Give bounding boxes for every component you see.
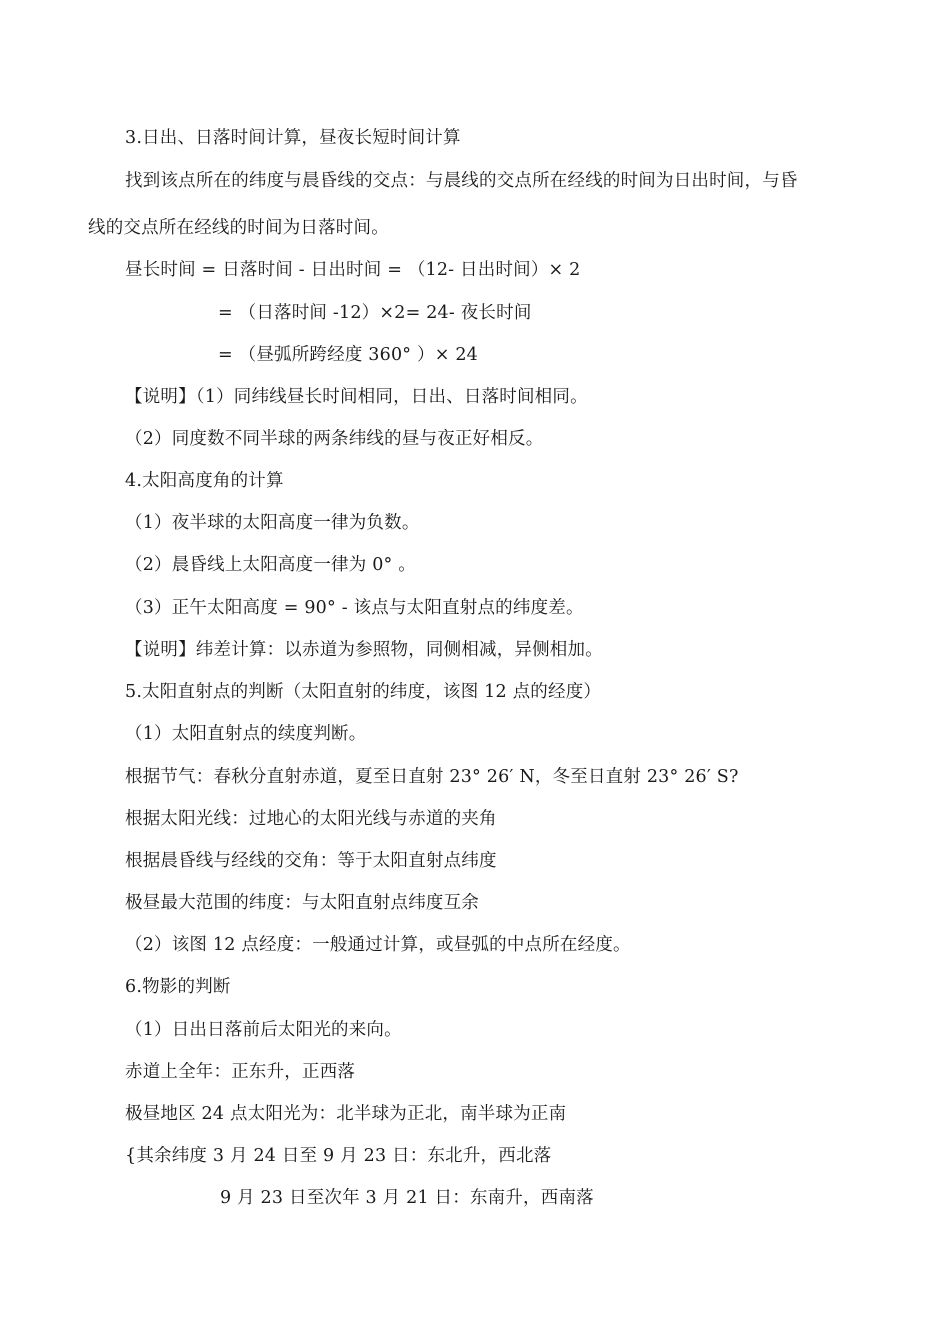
- list-item: （2）晨昏线上太阳高度一律为 0° 。: [125, 555, 416, 575]
- list-item: （1）日出日落前后太阳光的来向。: [125, 1020, 402, 1040]
- heading-solar-altitude: 4.太阳高度角的计算: [125, 471, 284, 491]
- list-item: （2）同度数不同半球的两条纬线的昼与夜正好相反。: [125, 429, 544, 449]
- paragraph-line: 线的交点所在经线的时间为日落时间。: [88, 218, 389, 238]
- paragraph-line: 9 月 23 日至次年 3 月 21 日：东南升，西南落: [220, 1188, 594, 1208]
- formula-line: = （日落时间 -12）×2= 24- 夜长时间: [218, 303, 532, 323]
- paragraph-line: 赤道上全年：正东升，正西落: [125, 1062, 356, 1082]
- paragraph-line: 极昼地区 24 点太阳光为：北半球为正北，南半球为正南: [125, 1104, 567, 1124]
- paragraph-line: 极昼最大范围的纬度：与太阳直射点纬度互余: [125, 893, 479, 913]
- paragraph-line: 根据节气：春秋分直射赤道，夏至日直射 23° 26′ N，冬至日直射 23° 26′ S?: [125, 767, 739, 787]
- formula-line: = （昼弧所跨经度 360° ）× 24: [218, 345, 478, 365]
- heading-shadow: 6.物影的判断: [125, 977, 231, 997]
- formula-line: 昼长时间 = 日落时间 - 日出时间 = （12- 日出时间）× 2: [125, 260, 581, 280]
- heading-direct-point: 5.太阳直射点的判断（太阳直射的纬度，该图 12 点的经度）: [125, 682, 602, 702]
- list-item: （1）太阳直射点的续度判断。: [125, 724, 367, 744]
- paragraph-line: 找到该点所在的纬度与晨昏线的交点：与晨线的交点所在经线的时间为日出时间，与昏: [125, 171, 798, 191]
- paragraph-line: {其余纬度 3 月 24 日至 9 月 23 日：东北升，西北落: [125, 1146, 552, 1166]
- list-item: （2）该图 12 点经度：一般通过计算，或昼弧的中点所在经度。: [125, 935, 631, 955]
- list-item: （1）夜半球的太阳高度一律为负数。: [125, 513, 420, 533]
- note-line: 【说明】（1）同纬线昼长时间相同，日出、日落时间相同。: [125, 387, 588, 407]
- paragraph-line: 根据晨昏线与经线的交角：等于太阳直射点纬度: [125, 851, 497, 871]
- note-line: 【说明】纬差计算：以赤道为参照物，同侧相减，异侧相加。: [125, 640, 603, 660]
- list-item: （3）正午太阳高度 = 90° - 该点与太阳直射点的纬度差。: [125, 598, 584, 618]
- heading-sunrise-sunset-calc: 3.日出、日落时间计算，昼夜长短时间计算: [125, 128, 461, 148]
- paragraph-line: 根据太阳光线：过地心的太阳光线与赤道的夹角: [125, 809, 497, 829]
